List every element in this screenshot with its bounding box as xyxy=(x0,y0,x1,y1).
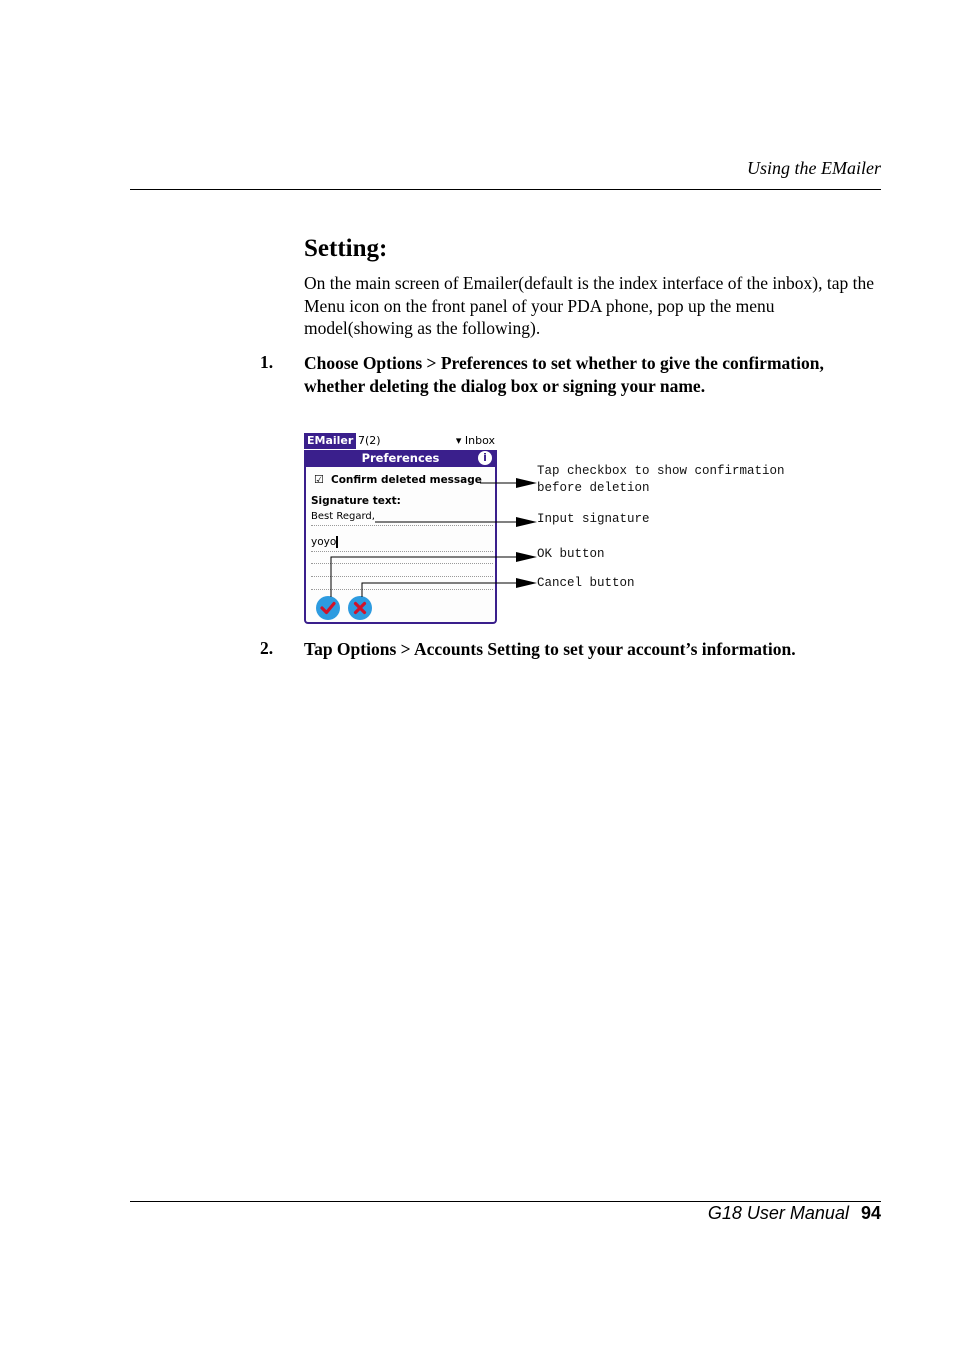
pda-dialog-title-text: Preferences xyxy=(361,451,440,465)
pda-message-count: 7(2) xyxy=(358,434,381,447)
callout-signature: Input signature xyxy=(537,512,650,526)
step-2-number: 2. xyxy=(260,638,274,658)
step-1-text: Choose Options > Preferences to set whether to give the confirmation, whether deleting the dialog box or signing your name. xyxy=(304,353,824,396)
info-icon: i xyxy=(478,451,492,465)
signature-line-2-text: yoyo xyxy=(311,536,337,548)
confirm-delete-label: Confirm deleted message xyxy=(331,474,482,486)
intro-paragraph: On the main screen of Emailer(default is the index interface of the inbox), tap the Menu icon on the front panel of your PDA phone, pop up the menu model(showing as the following). xyxy=(304,273,874,338)
checkbox-checked-icon: ☑ xyxy=(314,473,324,486)
running-header: Using the EMailer xyxy=(747,158,881,178)
pda-app-name: EMailer xyxy=(304,433,356,449)
signature-line-1: Best Regard, xyxy=(311,511,375,522)
footer xyxy=(708,1203,881,1224)
callout-checkbox-line-2: before deletion xyxy=(537,481,650,495)
callout-cancel: Cancel button xyxy=(537,576,635,590)
step-1-number: 1. xyxy=(260,352,274,372)
footer-title: G18 User Manual xyxy=(707,1203,849,1223)
callout-checkbox-line-1: Tap checkbox to show confirmation xyxy=(537,464,785,478)
page-number: 94 xyxy=(860,1203,881,1223)
callout-ok: OK button xyxy=(537,547,605,561)
signature-label: Signature text: xyxy=(311,495,401,507)
section-title: Setting: xyxy=(304,235,388,262)
step-2-text: Tap Options > Accounts Setting to set your account’s information. xyxy=(304,639,796,659)
pda-folder-selector: ▾ Inbox xyxy=(455,434,495,447)
footer-rule xyxy=(130,1201,881,1202)
